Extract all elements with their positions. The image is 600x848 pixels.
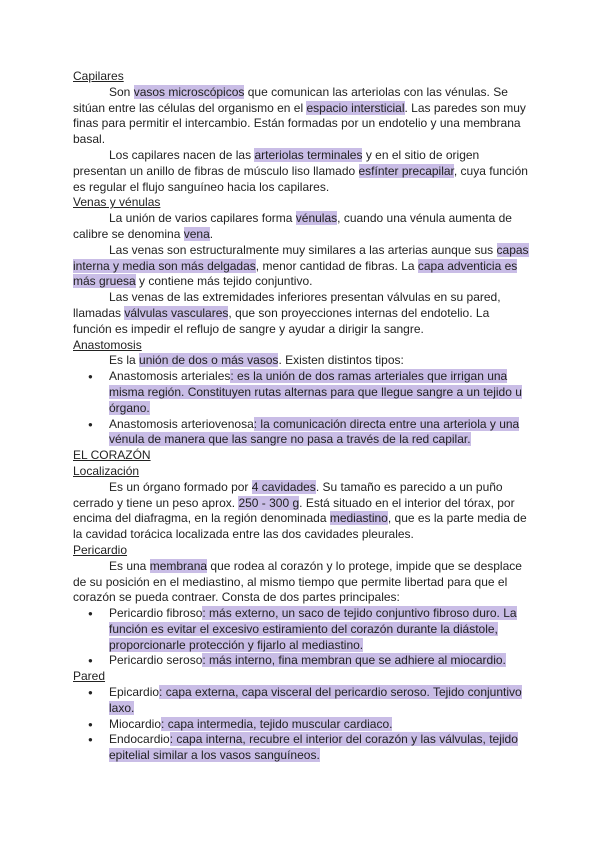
text-run: . Existen distintos tipos: (278, 353, 404, 368)
text-run: que rodea al corazón y lo protege, impide que se desplace de su posición en el mediastino, al mismo tiempo que permite libertad para que el corazón se pueda contraer. Consta de dos partes principales: (73, 558, 522, 605)
text-run: , cuya función es regular el flujo sanguíneo hacia los capilares. (73, 163, 528, 194)
text-run: Los capilares nacen de las (109, 147, 255, 162)
highlighted-term: membrana (149, 558, 208, 573)
highlighted-term: capas interna y media son más delgadas (73, 242, 529, 273)
text-run: Es un órgano formado por (109, 479, 252, 494)
text-run: . Su tamaño es parecido a un puño cerrado y tiene un peso aprox. (73, 479, 503, 510)
paragraph (73, 290, 530, 337)
heading-venas: Venas y vénulas (73, 195, 161, 210)
highlighted-term: : capa externa, capa visceral del pericardio seroso. Tejido conjuntivo laxo. (109, 685, 522, 715)
paragraph (73, 85, 530, 148)
text-run: Pericardio seroso (109, 653, 203, 668)
text-run: Epicardio (109, 685, 160, 700)
text-run: La unión de varios capilares forma (109, 211, 296, 226)
highlighted-term: vasos microscópicos (133, 84, 245, 99)
bullet-list (73, 369, 530, 448)
list-item (73, 685, 530, 717)
text-run: , menor cantidad de fibras. La (255, 258, 418, 273)
text-run: Son (109, 84, 134, 99)
list-item (73, 369, 530, 416)
text-run: Las venas de las extremidades inferiores presentan válvulas en su pared, llamadas (73, 290, 501, 320)
highlighted-term: esfínter precapilar (358, 163, 454, 178)
highlighted-term: arteriolas terminales (254, 147, 363, 162)
bullet-list (73, 685, 530, 764)
highlighted-term: : la comunicación directa entre una arteriola y una vénula de manera que las sangre no pasa a través de la red capilar. (109, 416, 520, 447)
highlighted-term: espacio intersticial (306, 100, 405, 115)
text-run: , cuando una vénula aumenta de calibre se denomina (73, 211, 512, 241)
highlighted-term: : más externo, un saco de tejido conjuntivo fibroso duro. La función es evitar el excesivo estiramiento del corazón durante la diástole, proporcionarle protección y fijarlo al mediastino. (109, 606, 517, 652)
highlighted-term: : es la unión de dos ramas arteriales que irrigan una misma región. Constituyen rutas alternas para que llegue sangre a un tejido u órgano. (109, 369, 522, 415)
text-run: Es la (109, 353, 140, 368)
heading-corazon: EL CORAZÓN (73, 448, 151, 463)
paragraph (73, 559, 530, 606)
list-item (73, 653, 530, 669)
highlighted-term: vena (183, 226, 210, 241)
text-run: Las venas son estructuralmente muy similares a las arterias aunque sus (109, 242, 497, 257)
text-run: y contiene más tejido conjuntivo. (135, 274, 313, 289)
paragraph (73, 480, 530, 543)
list-item (73, 417, 530, 449)
text-run: Endocardio (109, 732, 170, 747)
highlighted-term: vénulas (295, 211, 338, 226)
text-run: Anastomosis arteriales (109, 369, 231, 384)
text-run: Miocardio (109, 716, 162, 731)
paragraph (73, 148, 530, 195)
heading-anastomosis: Anastomosis (73, 337, 142, 352)
heading-capilares: Capilares (73, 69, 124, 83)
paragraph (73, 353, 530, 369)
text-run: , que es la parte media de la cavidad torácica localizada entre las dos cavidades pleurales. (73, 511, 527, 542)
text-run: y en el sitio de origen presentan un anillo de fibras de músculo liso llamado (73, 147, 480, 178)
highlighted-term: : más interno, fina membran que se adhiere al miocardio. (202, 653, 506, 668)
text-run: , que son proyecciones internas del endotelio. La función es impedir el reflujo de sangre y ayudar a dirigir la sangre. (73, 305, 490, 336)
paragraph (73, 211, 530, 243)
text-run: que comunican las arteriolas con las vénulas. Se sitúan entre las células del organismo en el (73, 84, 508, 115)
highlighted-term: : capa intermedia, tejido muscular cardiaco. (161, 716, 393, 731)
highlighted-term: capa adventicia es más gruesa (73, 258, 518, 289)
heading-localizacion: Localización (73, 463, 140, 478)
paragraph (73, 243, 530, 290)
text-run: Anastomosis arteriovenosa (109, 416, 254, 431)
text-run: Es una (109, 558, 150, 573)
heading-pared: Pared (73, 669, 106, 684)
list-item (73, 717, 530, 733)
highlighted-term: mediastino (329, 511, 388, 526)
highlighted-term: válvulas vasculares (124, 305, 229, 320)
list-item (73, 606, 530, 653)
highlighted-term: unión de dos o más vasos (139, 353, 279, 368)
bullet-list (73, 606, 530, 669)
text-run: Pericardio fibroso (109, 606, 203, 621)
text-run: . Está situado en el interior del tórax, por encima del diafragma, en la región denominada (73, 495, 515, 526)
highlighted-term: 250 - 300 g (238, 495, 300, 510)
list-item (73, 732, 530, 764)
highlighted-term: 4 cavidades (251, 479, 316, 494)
heading-pericardio: Pericardio (73, 542, 128, 557)
text-run: . (209, 226, 214, 241)
text-run: . Las paredes son muy finas para permitir el intercambio. Están formadas por un endotelio y una membrana basal. (73, 100, 526, 147)
highlighted-term: : capa interna, recubre el interior del corazón y las válvulas, tejido epitelial similar a los vasos sanguíneos. (109, 732, 518, 763)
